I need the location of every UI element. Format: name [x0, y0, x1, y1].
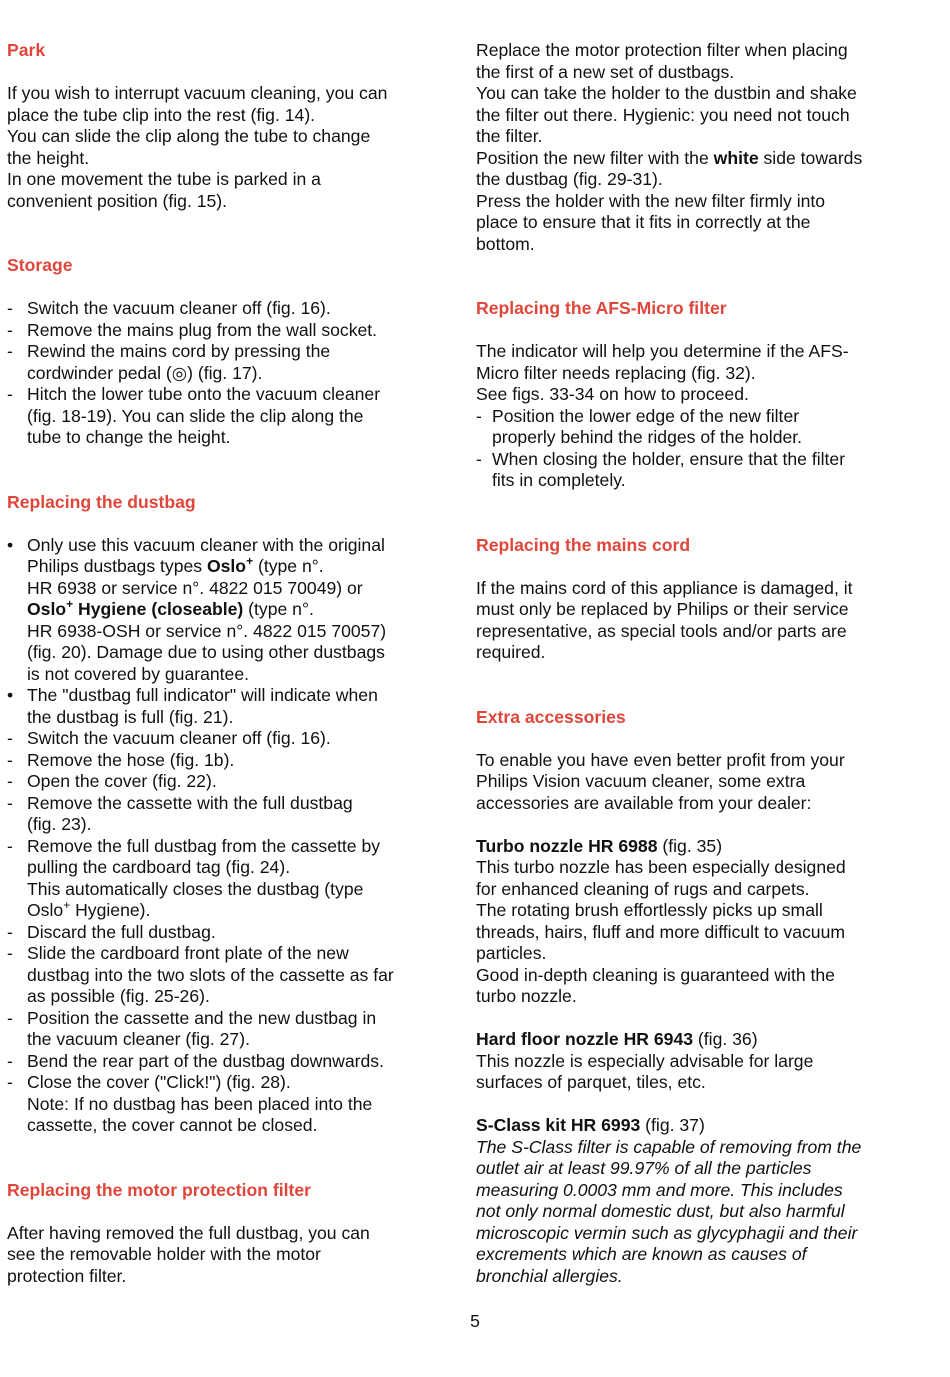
park-line: If you wish to interrupt vacuum cleaning, you can	[7, 83, 388, 103]
afs-text: The indicator will help you determine if the AFS- Micro filter needs replacing (fig. 32). See figs. 33-34 on how to proceed. - Position the lower edge of the new filter properly behind the ridges of the holder. - When closing the holder, ensure that the filter fits in completely.	[476, 341, 916, 492]
list-item: - Switch the vacuum cleaner off (fig. 16).	[7, 298, 331, 318]
park-line: You can slide the clip along the tube to change	[7, 126, 371, 146]
s-class-kit-title: S-Class kit HR 6993	[476, 1115, 641, 1135]
heading-dustbag: Replacing the dustbag	[7, 491, 196, 512]
list-item: - Open the cover (fig. 22).	[7, 771, 217, 791]
motor-filter-text: After having removed the full dustbag, you can see the removable holder with the motor protection filter.	[7, 1222, 370, 1286]
park-line: In one movement the tube is parked in a	[7, 169, 321, 189]
park-text	[7, 83, 437, 212]
heading-extra-accessories: Extra accessories	[476, 706, 626, 727]
park-line: convenient position (fig. 15).	[7, 190, 228, 211]
list-item: • The "dustbag full indicator" will indicate when the dustbag is full (fig. 21).	[7, 685, 378, 727]
heading-afs-filter: Replacing the AFS-Micro filter	[476, 298, 727, 318]
heading-mains-cord: Replacing the mains cord	[476, 534, 691, 555]
list-item: - Remove the hose (fig. 1b).	[7, 749, 235, 770]
left-column	[7, 40, 437, 1287]
park-line: place the tube clip into the rest (fig. 14).	[7, 104, 316, 125]
turbo-nozzle-title: Turbo nozzle HR 6988	[476, 835, 658, 856]
list-item: - Slide the cardboard front plate of the new dustbag into the two slots of the cassette as far as possible (fig. 25-26).	[7, 943, 394, 1006]
heading-storage: Storage	[7, 255, 73, 275]
heading-park: Park	[7, 40, 46, 60]
mains-text: If the mains cord of this appliance is damaged, it must only be replaced by Philips or their service representative, as special tools and/or parts are required.	[476, 577, 853, 662]
extra-text: To enable you have even better profit from your Philips Vision vacuum cleaner, some extra accessories are available from your dealer:	[476, 749, 845, 813]
right-column	[476, 40, 916, 1287]
heading-motor-filter: Replacing the motor protection filter	[7, 1179, 311, 1200]
list-item: - Close the cover ("Click!") (fig. 28). Note: If no dustbag has been placed into the cassette, the cover cannot be closed.	[7, 1072, 373, 1135]
list-item: - Bend the rear part of the dustbag downwards.	[7, 1050, 384, 1071]
hard-floor-nozzle-title: Hard floor nozzle HR 6943	[476, 1029, 694, 1049]
list-item: - Rewind the mains cord by pressing the cordwinder pedal (◎) (fig. 17).	[7, 341, 331, 383]
cordwinder-icon: ◎	[171, 362, 188, 383]
list-item: - Discard the full dustbag.	[7, 921, 216, 942]
motor-filter-continued: Replace the motor protection filter when placing the first of a new set of dustbags. You can take the holder to the dustbin and shake the filter out there. Hygienic: you need not touch the filter. Position the new filter with the white side towards the dustbag (fig. 29-31). Press the holder with the new filter firmly into place to ensure that it fits in correctly at the bottom.	[476, 40, 863, 254]
list-item: - Hitch the lower tube onto the vacuum cleaner (fig. 18-19). You can slide the clip along the tube to change the height.	[7, 384, 381, 447]
list-item: - Switch the vacuum cleaner off (fig. 16).	[7, 728, 331, 748]
storage-list	[7, 298, 437, 449]
turbo-nozzle-block: Turbo nozzle HR 6988 (fig. 35) This turbo nozzle has been especially designed for enhanced cleaning of rugs and carpets. The rotating brush effortlessly picks up small threads, hairs, fluff and more difficult to vacuum particles. Good in-depth cleaning is guaranteed with the turbo nozzle.	[476, 835, 846, 1006]
list-item: - Remove the mains plug from the wall socket.	[7, 319, 378, 340]
list-item: - Remove the full dustbag from the cassette by pulling the cardboard tag (fig. 24). This automatically closes the dustbag (type Oslo+ Hygiene).	[7, 835, 381, 920]
list-item: - When closing the holder, ensure that the filter fits in completely.	[476, 448, 846, 490]
list-item: • Only use this vacuum cleaner with the original Philips dustbags types Oslo+ (type n°. HR 6938 or service n°. 4822 015 70049) or Oslo+ Hygiene (closeable) (type n°. HR 6938-OSH or service n°. 4822 015 70057) (fig. 20). Damage due to using other dustbags is not covered by guarantee.	[7, 534, 387, 684]
hard-floor-nozzle-block: Hard floor nozzle HR 6943 (fig. 36) This nozzle is especially advisable for large surfaces of parquet, tiles, etc.	[476, 1029, 814, 1092]
park-line: the height.	[7, 147, 90, 168]
s-class-kit-block: S-Class kit HR 6993 (fig. 37) The S-Class filter is capable of removing from the outlet air at least 99.97% of all the particles measuring 0.0003 mm and more. This includes not only normal domestic dust, but also harmful microscopic vermin such as glycyphagii and their excrements which are known as causes of bronchial allergies.	[476, 1115, 862, 1286]
list-item: - Position the cassette and the new dustbag in the vacuum cleaner (fig. 27).	[7, 1007, 377, 1049]
list-item: - Position the lower edge of the new filter properly behind the ridges of the holder.	[476, 405, 803, 447]
page-number: 5	[470, 1311, 480, 1331]
dustbag-list	[7, 535, 437, 1137]
list-item: - Remove the cassette with the full dustbag (fig. 23).	[7, 792, 353, 834]
